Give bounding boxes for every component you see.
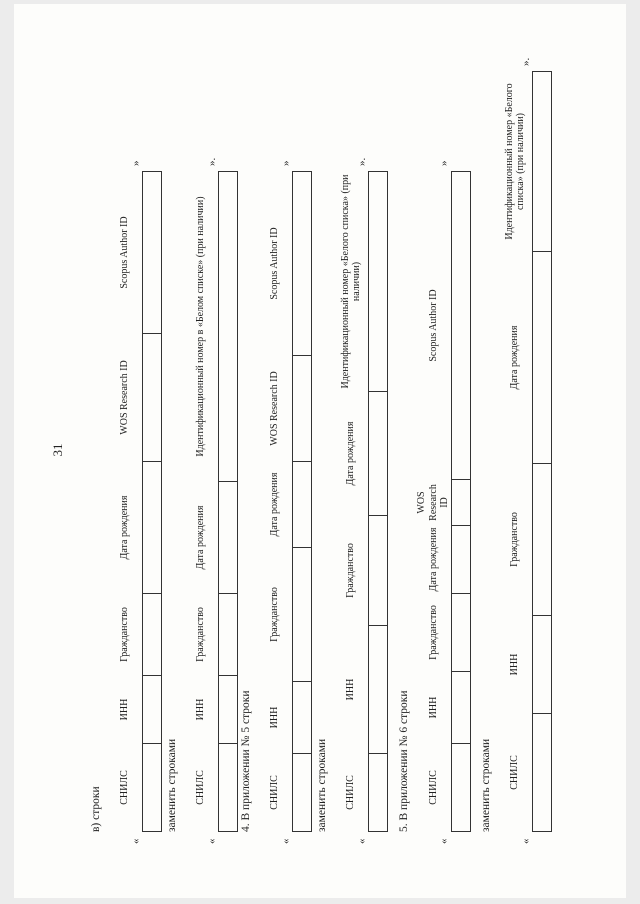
document-page	[14, 4, 626, 898]
column-header: ИНН	[509, 653, 521, 676]
empty-cell	[533, 252, 552, 464]
column-header: СНИЛС	[269, 775, 281, 810]
empty-cell	[533, 72, 552, 252]
column-header: Scopus Author ID	[427, 289, 439, 362]
fields-table	[258, 171, 312, 832]
open-quote: «	[206, 838, 218, 844]
empty-cell	[143, 462, 162, 594]
section-5	[398, 112, 478, 844]
section-4	[316, 112, 396, 844]
column-header: WOS Research ID	[269, 371, 281, 446]
empty-cell	[143, 676, 162, 744]
empty-cell	[219, 676, 238, 744]
column-header: ИНН	[269, 706, 281, 729]
empty-cell	[451, 594, 470, 672]
column-header: Дата рождения	[345, 421, 357, 486]
column-header: Гражданство	[509, 512, 521, 567]
column-header: Гражданство	[345, 543, 357, 598]
section-caption: заменить строками	[166, 738, 178, 832]
empty-cell	[369, 626, 388, 754]
fields-table	[334, 171, 388, 832]
empty-cell	[533, 616, 552, 714]
column-header: ИНН	[119, 698, 131, 721]
empty-cell	[293, 682, 312, 754]
column-header: СНИЛС	[119, 770, 131, 805]
empty-cell	[533, 714, 552, 832]
empty-cell	[293, 462, 312, 548]
section-caption: в) строки	[90, 786, 102, 832]
empty-cell	[143, 744, 162, 832]
empty-cell	[369, 392, 388, 516]
empty-cell	[451, 526, 470, 594]
close-quote: »	[280, 160, 292, 166]
empty-cell	[451, 672, 470, 744]
fields-table	[498, 71, 552, 832]
column-header: Гражданство	[119, 607, 131, 662]
open-quote: «	[520, 838, 532, 844]
empty-cell	[219, 744, 238, 832]
column-header: WOS Research ID	[416, 484, 450, 521]
column-header: Дата рождения	[195, 505, 207, 570]
column-header: Дата рождения	[427, 527, 439, 592]
column-header: Дата рождения	[119, 495, 131, 560]
column-header: Идентификационный номер «Белого списка» (при наличии)	[339, 174, 362, 389]
close-quote: »	[438, 160, 450, 166]
empty-cell	[143, 594, 162, 676]
column-header: СНИЛС	[509, 755, 521, 790]
empty-cell	[451, 172, 470, 480]
empty-cell	[451, 744, 470, 832]
column-header: ИНН	[195, 698, 207, 721]
column-header: Гражданство	[195, 607, 207, 662]
column-header: Дата рождения	[269, 472, 281, 537]
column-header: Scopus Author ID	[269, 227, 281, 300]
section-3	[240, 112, 320, 844]
empty-cell	[369, 754, 388, 832]
section-caption: 5. В приложении № 6 строки	[398, 690, 410, 832]
column-header: Дата рождения	[509, 325, 521, 390]
empty-cell	[369, 172, 388, 392]
column-header: Гражданство	[269, 587, 281, 642]
section-caption: 4. В приложении № 5 строки	[240, 690, 252, 832]
fields-table	[416, 171, 471, 832]
open-quote: «	[356, 838, 368, 844]
empty-cell	[219, 172, 238, 482]
empty-cell	[143, 172, 162, 334]
empty-cell	[451, 480, 470, 526]
empty-cell	[293, 172, 312, 356]
column-header: ИНН	[427, 696, 439, 719]
column-header: WOS Research ID	[119, 360, 131, 435]
open-quote: «	[280, 838, 292, 844]
column-header: Идентификационный номер в «Белом списке» (при наличии)	[195, 196, 207, 457]
open-quote: «	[130, 838, 142, 844]
section-caption: заменить строками	[316, 738, 328, 832]
empty-cell	[293, 356, 312, 462]
empty-cell	[293, 754, 312, 832]
empty-cell	[219, 594, 238, 676]
column-header: ИНН	[345, 678, 357, 701]
column-header: СНИЛС	[427, 770, 439, 805]
close-quote: »	[130, 160, 142, 166]
empty-cell	[143, 334, 162, 462]
close-quote: ».	[520, 57, 532, 66]
empty-cell	[369, 516, 388, 626]
column-header: Гражданство	[427, 605, 439, 660]
section-1	[90, 112, 170, 844]
page-number: 31	[50, 443, 65, 457]
section-6	[480, 57, 560, 844]
empty-cell	[293, 548, 312, 682]
column-header: СНИЛС	[345, 775, 357, 810]
column-header: СНИЛС	[195, 770, 207, 805]
section-caption: заменить строками	[480, 738, 492, 832]
open-quote: «	[438, 838, 450, 844]
fields-table	[108, 171, 162, 832]
empty-cell	[533, 464, 552, 616]
empty-cell	[219, 482, 238, 594]
section-2	[166, 112, 246, 844]
column-header: Идентификационный номер «Белого списка» (при наличии)	[503, 83, 526, 240]
column-header: Scopus Author ID	[119, 216, 131, 289]
fields-table	[184, 171, 238, 832]
close-quote: ».	[206, 157, 218, 166]
close-quote: ».	[356, 157, 368, 166]
